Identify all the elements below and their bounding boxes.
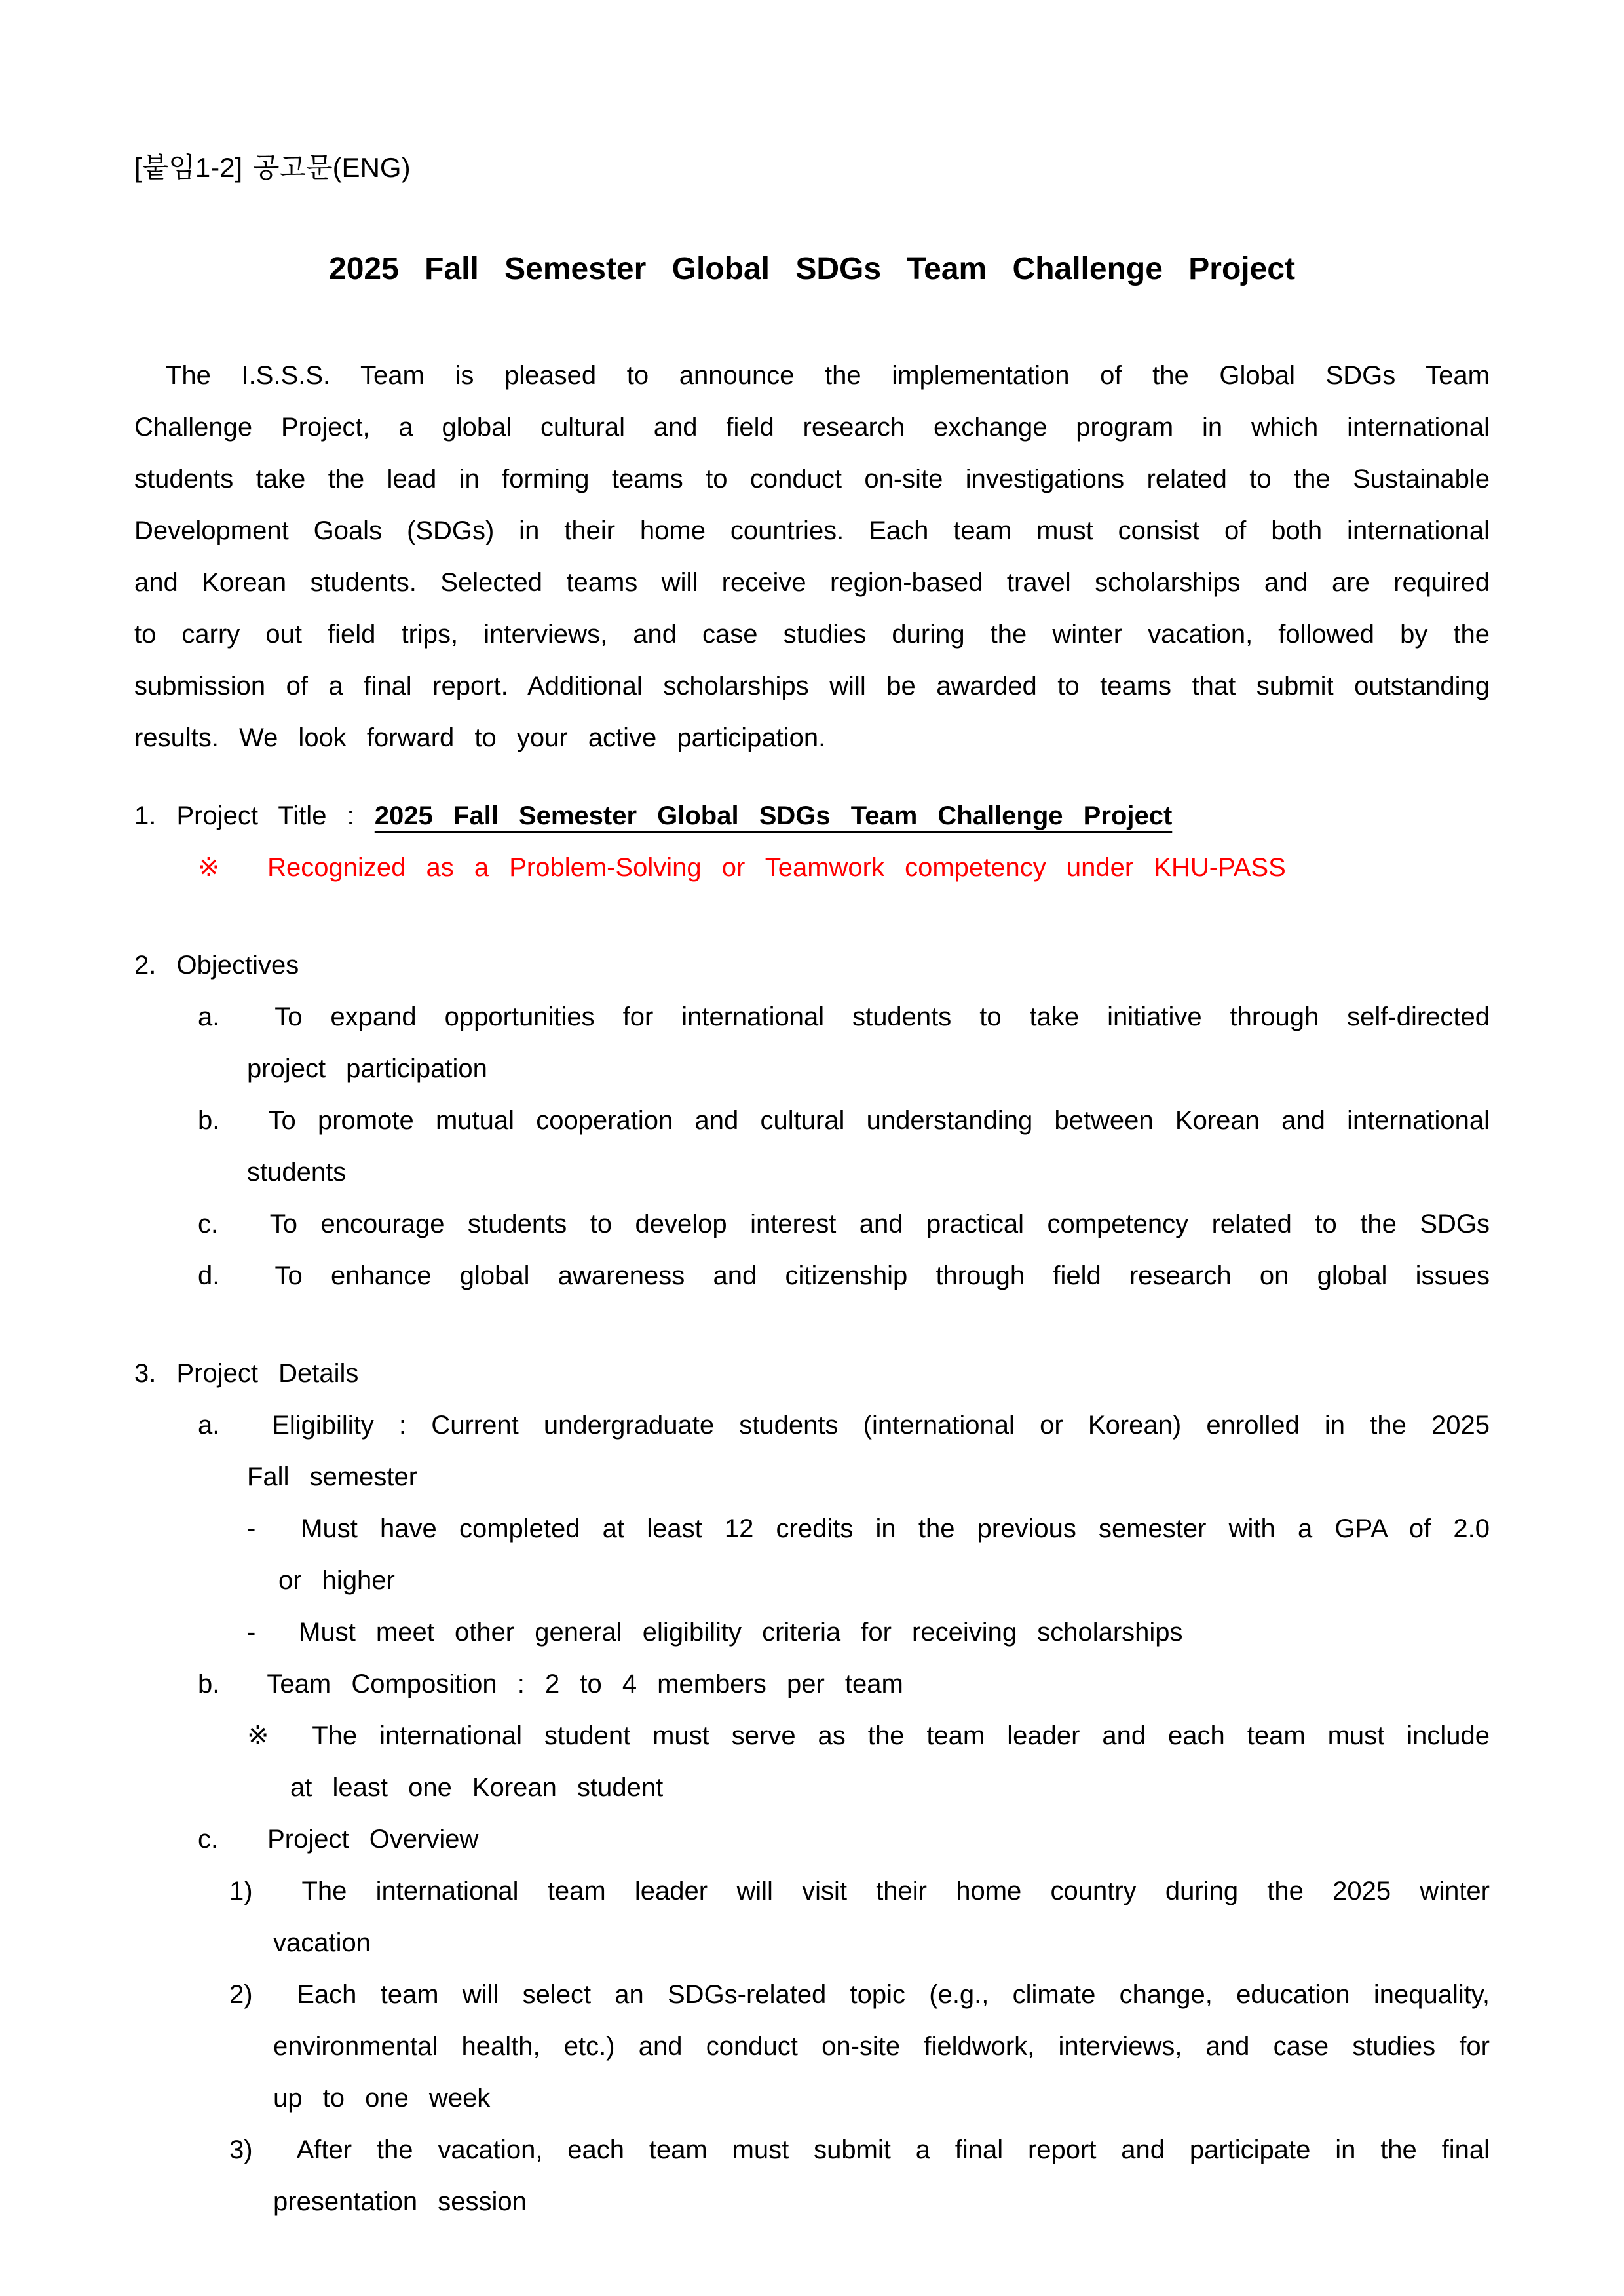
number-marker: 3): [229, 2135, 253, 2164]
item-text: Must have completed at least 12 credits in the previous semester with a GPA of 2.0 or higher: [278, 1514, 1490, 1595]
section-1-label: 1. Project Title :: [134, 801, 354, 830]
detail-item-project-overview: [134, 1814, 1490, 1866]
item-text: The international team leader will visit their home country during the 2025 winter vacation: [273, 1877, 1490, 1957]
item-text: Each team will select an SDGs-related topic (e.g., climate change, education inequality, environmental health, etc.) and conduct on-site fieldwork, interviews, and case studies for up to one week: [273, 1980, 1490, 2113]
reference-mark: ※: [198, 853, 220, 882]
item-marker: d.: [198, 1261, 220, 1290]
number-marker: 2): [229, 1980, 253, 2009]
khu-pass-note: [134, 842, 1490, 894]
item-text: Must meet other general eligibility criteria for receiving scholarships: [299, 1618, 1183, 1647]
overview-step: [134, 2124, 1490, 2228]
item-marker: b.: [198, 1106, 220, 1135]
item-text: Project Overview: [267, 1825, 479, 1854]
section-3-heading: 3. Project Details: [134, 1359, 359, 1388]
objective-item: [134, 991, 1490, 1095]
detail-subitem: [134, 1607, 1490, 1658]
khu-pass-note-text: Recognized as a Problem-Solving or Teamwork competency under KHU-PASS: [267, 853, 1286, 882]
dash-marker: -: [247, 1514, 256, 1543]
objective-item: [134, 1250, 1490, 1302]
number-marker: 1): [229, 1877, 253, 1905]
item-text: To encourage students to develop interest and practical competency related to the SDGs: [269, 1210, 1490, 1238]
overview-step: [134, 1969, 1490, 2124]
detail-subitem: [134, 1503, 1490, 1607]
section-project-title: [134, 790, 1490, 894]
project-title-value: 2025 Fall Semester Global SDGs Team Challenge Project: [374, 801, 1173, 830]
item-text: To enhance global awareness and citizenship through field research on global issues: [274, 1261, 1490, 1290]
overview-step: [134, 1866, 1490, 1969]
item-text: The international student must serve as the team leader and each team must include at least one Korean student: [290, 1721, 1490, 1802]
intro-paragraph: The I.S.S.S. Team is pleased to announce the implementation of the Global SDGs Team Challenge Project, a global cultural and field research exchange program in which international students take the lead in forming teams to conduct on-site investigations related to the Sustainable Development Goals (SDGs) in their home countries. Each team must consist of both international and Korean students. Selected teams will receive region-based travel scholarships and are required to carry out field trips, interviews, and case studies during the winter vacation, followed by the submission of a final report. Additional scholarships will be awarded to teams that submit outstanding results. We look forward to your active participation.: [134, 361, 1490, 752]
item-marker: c.: [198, 1825, 219, 1854]
item-text: To expand opportunities for international students to take initiative through self-directed project participation: [247, 1003, 1490, 1083]
item-marker: a.: [198, 1411, 220, 1440]
item-marker: b.: [198, 1670, 220, 1698]
item-text: Team Composition : 2 to 4 members per team: [267, 1670, 903, 1698]
detail-note: [134, 1710, 1490, 1814]
document-title: 2025 Fall Semester Global SDGs Team Challenge Project: [329, 252, 1295, 286]
section-objectives: [134, 940, 1490, 1302]
item-text: Eligibility : Current undergraduate students (international or Korean) enrolled in the 2025 Fall semester: [247, 1411, 1490, 1491]
section-1-heading: [134, 790, 1490, 842]
dash-marker: -: [247, 1618, 256, 1647]
reference-mark: ※: [247, 1721, 269, 1750]
objective-item: [134, 1095, 1490, 1198]
detail-item-team-composition: [134, 1658, 1490, 1710]
item-marker: c.: [198, 1210, 219, 1238]
objective-item: [134, 1198, 1490, 1250]
item-text: To promote mutual cooperation and cultural understanding between Korean and international students: [247, 1106, 1490, 1187]
detail-item-eligibility: [134, 1400, 1490, 1503]
section-2-heading: 2. Objectives: [134, 951, 299, 980]
item-text: After the vacation, each team must submit a final report and participate in the final presentation session: [273, 2135, 1490, 2216]
section-project-details: [134, 1348, 1490, 2228]
attachment-label: [붙임1-2] 공고문(ENG): [134, 152, 411, 183]
item-marker: a.: [198, 1003, 220, 1031]
